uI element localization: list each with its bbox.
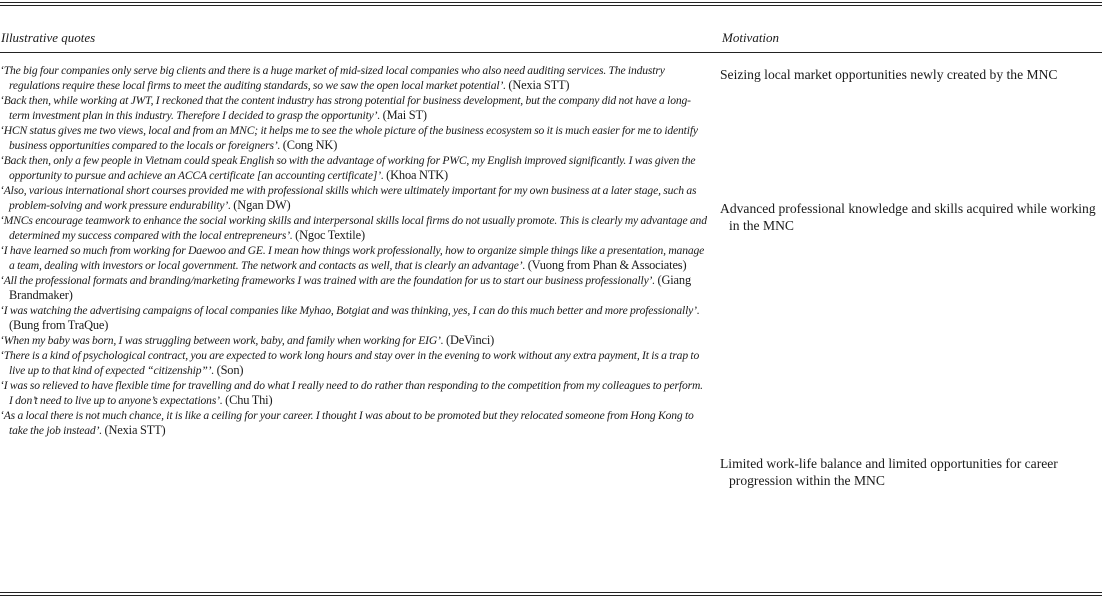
quote-text: ‘Back then, while working at JWT, I reckoned that the content industry has strong potential for business development, but the company did not have a long-term investment plan in this industry. Therefore I decided to grasp the opportunity’. [0,94,691,122]
quote-text: ‘When my baby was born, I was struggling between work, baby, and family when working for EIG’. [0,334,444,347]
table-top-rule [0,2,1102,6]
motivation-professional-skills: Advanced professional knowledge and skills acquired while working in the MNC [720,201,1096,233]
quote-source: (Nexia STT) [508,78,570,92]
quote-source: (Chu Thi) [225,393,273,407]
quote-row [0,153,708,183]
quote-row [0,213,708,243]
quote-text: ‘HCN status gives me two views, local and from an MNC; it helps me to see the whole picture of the business ecosystem so it is much easier for me to identify business opportunities compared to the locals or foreigners’. [0,124,698,152]
quote-row [0,378,708,408]
quotes-column [0,63,708,438]
quote-text: ‘The big four companies only serve big clients and there is a huge market of mid-sized local companies who also need auditing services. The industry regulations require these local firms to meet the auditing standards, so we saw the open local market potential’. [0,64,665,92]
quote-text: ‘MNCs encourage teamwork to enhance the social working skills and interpersonal skills local firms do not usually promote. This is clearly my advantage and determined my success compared with the local entrepreneurs’. [0,214,707,242]
quote-source: (Bung from TraQue) [9,318,109,332]
quote-text: ‘Also, various international short courses provided me with professional skills which were ultimately important for my own business at a later stage, such as problem-solving and work pressure endurability’. [0,184,697,212]
quote-source: (Khoa NTK) [386,168,449,182]
quote-row [0,93,708,123]
quote-source: (Son) [216,363,244,377]
header-motivation: Motivation [722,30,780,45]
quote-row [0,333,708,348]
quote-row [0,243,708,273]
quote-row [0,303,708,333]
quote-row [0,348,708,378]
quote-text: ‘I was so relieved to have flexible time for travelling and do what I really need to do rather than responding to the competition from my colleagues to perform. I don’t need to live up to anyone’s expectations’. [0,379,703,407]
header-rule [0,52,1102,53]
quote-text: ‘Back then, only a few people in Vietnam could speak English so with the advantage of working for PWC, my English improved significantly. I was given the opportunity to pursue and achieve an ACCA certificate [an accounting certificate]’. [0,154,696,182]
quote-text: ‘I was watching the advertising campaigns of local companies like Myhao, Botgiat and was thinking, yes, I can do this much better and more professionally’. [0,304,700,317]
quote-source: (Mai ST) [382,108,427,122]
table-bottom-rule [0,592,1102,596]
quote-source: (Ngan DW) [233,198,291,212]
quote-source: (Cong NK) [282,138,338,152]
motivation-local-market: Seizing local market opportunities newly created by the MNC [720,67,1058,82]
quote-row [0,123,708,153]
quote-source: (Giang Brandmaker) [9,273,691,302]
quote-source: (Vuong from Phan & Associates) [527,258,687,272]
quote-text: ‘There is a kind of psychological contract, you are expected to work long hours and stay over in the evening to work without any extra payment, It is a trap to live up to that kind of expected “citizenship”’. [0,349,700,377]
quote-row [0,63,708,93]
quote-source: (Nexia STT) [104,423,166,437]
quote-row [0,183,708,213]
quote-text: ‘All the professional formats and branding/marketing frameworks I was trained with are the foundation for us to start our business professionally’. [0,274,656,287]
quote-row [0,408,708,438]
motivation-work-life-balance: Limited work-life balance and limited opportunities for career progression within the MNC [720,456,1058,488]
quote-source: (DeVinci) [445,333,495,347]
quote-source: (Ngoc Textile) [295,228,365,242]
quote-text: ‘I have learned so much from working for Daewoo and GE. I mean how things work professionally, how to organize simple things like a presentation, manage a team, dealing with investors or local government. The network and contacts as well, that is clearly an advantage’. [0,244,705,272]
quote-row [0,273,708,303]
header-illustrative-quotes: Illustrative quotes [1,30,96,45]
quote-text: ‘As a local there is not much chance, it is like a ceiling for your career. I thought I was about to be promoted but they relocated someone from Hong Kong to take the job instead’. [0,409,694,437]
